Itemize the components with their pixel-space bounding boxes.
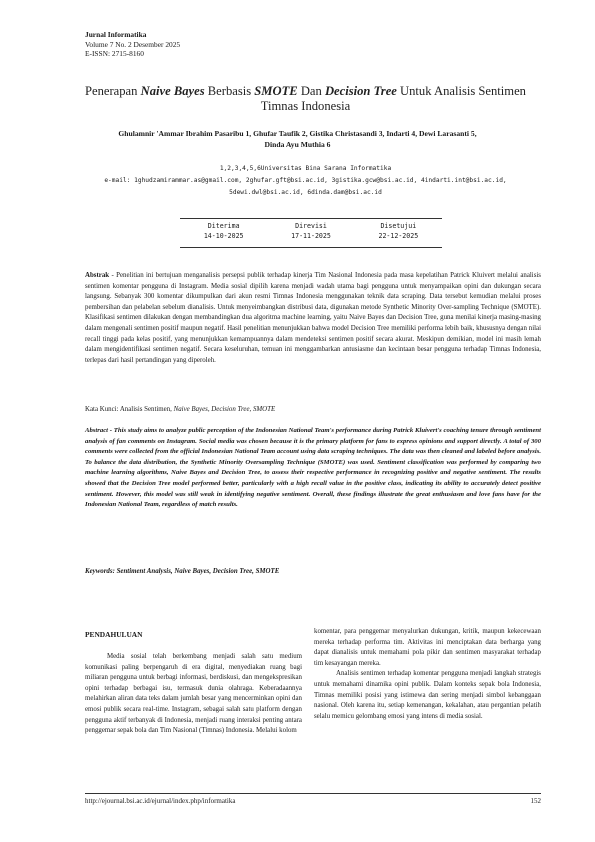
institution: 1,2,3,4,5,6Universitas Bina Sarana Informatika xyxy=(219,165,392,172)
date-received xyxy=(180,222,267,241)
title-em-2: SMOTE xyxy=(254,84,298,98)
journal-issn: E-ISSN: 2715-8160 xyxy=(85,49,144,59)
email-list-2: 5dewi.dwl@bsi.ac.id, 6dinda.dam@bsi.ac.id xyxy=(229,189,382,196)
title-part-1: Penerapan xyxy=(85,84,141,98)
keywords-label: Kata Kunci: Analisis Sentimen, xyxy=(85,406,174,413)
date-label: Direvisi xyxy=(295,222,327,230)
journal-header xyxy=(85,30,180,59)
title-part-4: Untuk Analisis Sentimen Timnas Indonesia xyxy=(260,84,526,113)
journal-name: Jurnal Informatika xyxy=(85,30,147,39)
abstract-label: Abstrak xyxy=(85,272,110,279)
paper-title xyxy=(70,84,541,114)
abstract-text: - Penelitian ini bertujuan menganalisis persepsi publik terhadap kinerja Tim Nasional Indonesia pada masa kepelatihan Patrick Kluivert melalui analisis sentimen komentar pengguna di Instagram. Media sosial dipilih karena menjadi wadah utama bagi pengguna untuk menyampaikan opini dan dukungan secara langsung. Sebanyak 300 komentar dikumpulkan dari akun resmi Timnas Indonesia menggunakan teknik data scraping. Data tersebut kemudian melalui proses pembersihan dan pelabelan sebelum dianalisis. Untuk menyeimbangkan distribusi data, digunakan metode Synthetic Minority Over-sampling Technique (SMOTE). Klasifikasi sentimen dilakukan dengan membandingkan dua algoritma machine learning, yaitu Naive Bayes dan Decision Tree, guna menilai kinerja masing-masing dalam mengenali sentimen positif maupun negatif. Hasil penelitian menunjukkan bahwa model Decision Tree memiliki performa lebih baik, khususnya dengan nilai recall tinggi pada kelas positif, yang menunjukkan kemampuannya dalam mendeteksi sentimen positif secara akurat. Meskipun demikian, model ini masih lemah dalam mengidentifikasi sentimen negatif. Secara keseluruhan, temuan ini menggambarkan antusiasme dan kecintaan besar pengguna terhadap Timnas Indonesia, terlepas dari hasil pertandingan yang diperoleh. xyxy=(85,272,541,364)
author-list: Ghulamnir 'Ammar Ibrahim Pasaribu 1, Ghufar Taufik 2, Gistika Christasandi 3, Indarti 4, Dewi Larasanti 5, Dinda Ayu Muthia 6 xyxy=(118,129,477,149)
title-em-3: Decision Tree xyxy=(324,84,397,98)
dates-bottom-rule xyxy=(180,247,442,248)
keywords-id xyxy=(85,405,541,415)
date-accepted xyxy=(355,222,442,241)
date-revised xyxy=(267,222,354,241)
footer-url-link[interactable]: http://ejournal.bsi.ac.id/ejurnal/index.php/informatika xyxy=(85,797,236,805)
date-label: Disetujui xyxy=(380,222,417,230)
page-number: 152 xyxy=(530,797,541,805)
dates-table xyxy=(180,222,442,241)
title-part-2: Berbasis xyxy=(204,84,255,98)
footer-rule xyxy=(85,793,541,794)
abstract-en: Abstract - This study aims to analyze public perception of the Indonesian National Team's performance during Patrick Kluivert's coaching tenure through sentiment analysis of fan comments on Instagram. Social media was chosen because it is the primary platform for fans to express opinions and support directly. A total of 300 comments were collected from the official Indonesian National Team account using data scraping techniques. The data was then cleaned and labeled before analysis. To balance the data distribution, the Synthetic Minority Oversampling Technique (SMOTE) was used. Sentiment classification was performed by comparing two machine learning algorithms, Naive Bayes and Decision Tree, to assess their respective performance in recognizing positive and negative sentiment. The results showed that the Decision Tree model performed better, particularly with a high recall value in the positive class, indicating its ability to accurately detect positive sentiment. However, this model was still weak in identifying negative sentiment. Overall, these findings illustrate the great enthusiasm and love fans have for the Indonesian National Team, regardless of match results. xyxy=(85,427,541,509)
title-part-3: Dan xyxy=(297,84,325,98)
section-heading: PENDAHULUAN xyxy=(85,630,143,639)
date-value: 22-12-2025 xyxy=(378,231,419,240)
body-column-right xyxy=(314,627,541,722)
paragraph: komentar, para penggemar menyalurkan dukungan, kritik, maupun kekecewaan mereka terhadap performa tim. Aktivitas ini menciptakan data berharga yang dapat dianalisis untuk memahami pola pikir dan sentimen masyarakat terhadap tim kesayangan mereka. xyxy=(314,628,541,667)
keywords-terms: Naive Bayes, Decision Tree, SMOTE xyxy=(173,406,276,413)
date-value: 14-10-2025 xyxy=(203,231,244,240)
body-column-left xyxy=(85,652,302,737)
abstract-id xyxy=(85,271,541,366)
title-em-1: Naive Bayes xyxy=(140,84,205,98)
keywords-en: Keywords: Sentiment Analysis, Naive Bayes, Decision Tree, SMOTE xyxy=(85,568,280,575)
date-label: Diterima xyxy=(207,222,240,230)
journal-volume: Volume 7 No. 2 Desember 2025 xyxy=(85,39,181,49)
email-list-1: e-mail: 1ghudzamirammar.as@gmail.com, 2ghufar.gft@bsi.ac.id, 3gistika.gcw@bsi.ac.id, 4indarti.int@bsi.ac.id, xyxy=(104,177,507,184)
paragraph: Media sosial telah berkembang menjadi salah satu medium komunikasi paling berpengaruh di era digital, menyediakan ruang bagi miliaran pengguna untuk berbagi informasi, berdiskusi, dan mengekspresikan opini terhadap berbagai isu, termasuk dunia olahraga. Keberadaannya melahirkan aliran data teks dalam jumlah besar yang mencerminkan opini dan emosi publik secara real-time. Instagram, sebagai salah satu platform dengan pengguna aktif terbanyak di Indonesia, menjadi ruang interaksi penting antara penggemar sepak bola dan Tim Nasional (Timnas) Indonesia. Melalui kolom xyxy=(85,653,302,735)
dates-top-rule xyxy=(180,218,442,219)
affiliation xyxy=(70,163,541,199)
paragraph: Analisis sentimen terhadap komentar pengguna menjadi langkah strategis untuk memahami dinamika opini publik. Dalam konteks sepak bola Indonesia, Timnas memiliki posisi yang istimewa dan sering menjadi simbol kebanggaan nasional. Oleh karena itu, setiap kemenangan, kekalahan, atau pergantian pelatih selalu memicu gelombang emosi yang intens di media sosial. xyxy=(314,670,541,720)
date-value: 17-11-2025 xyxy=(291,231,331,240)
